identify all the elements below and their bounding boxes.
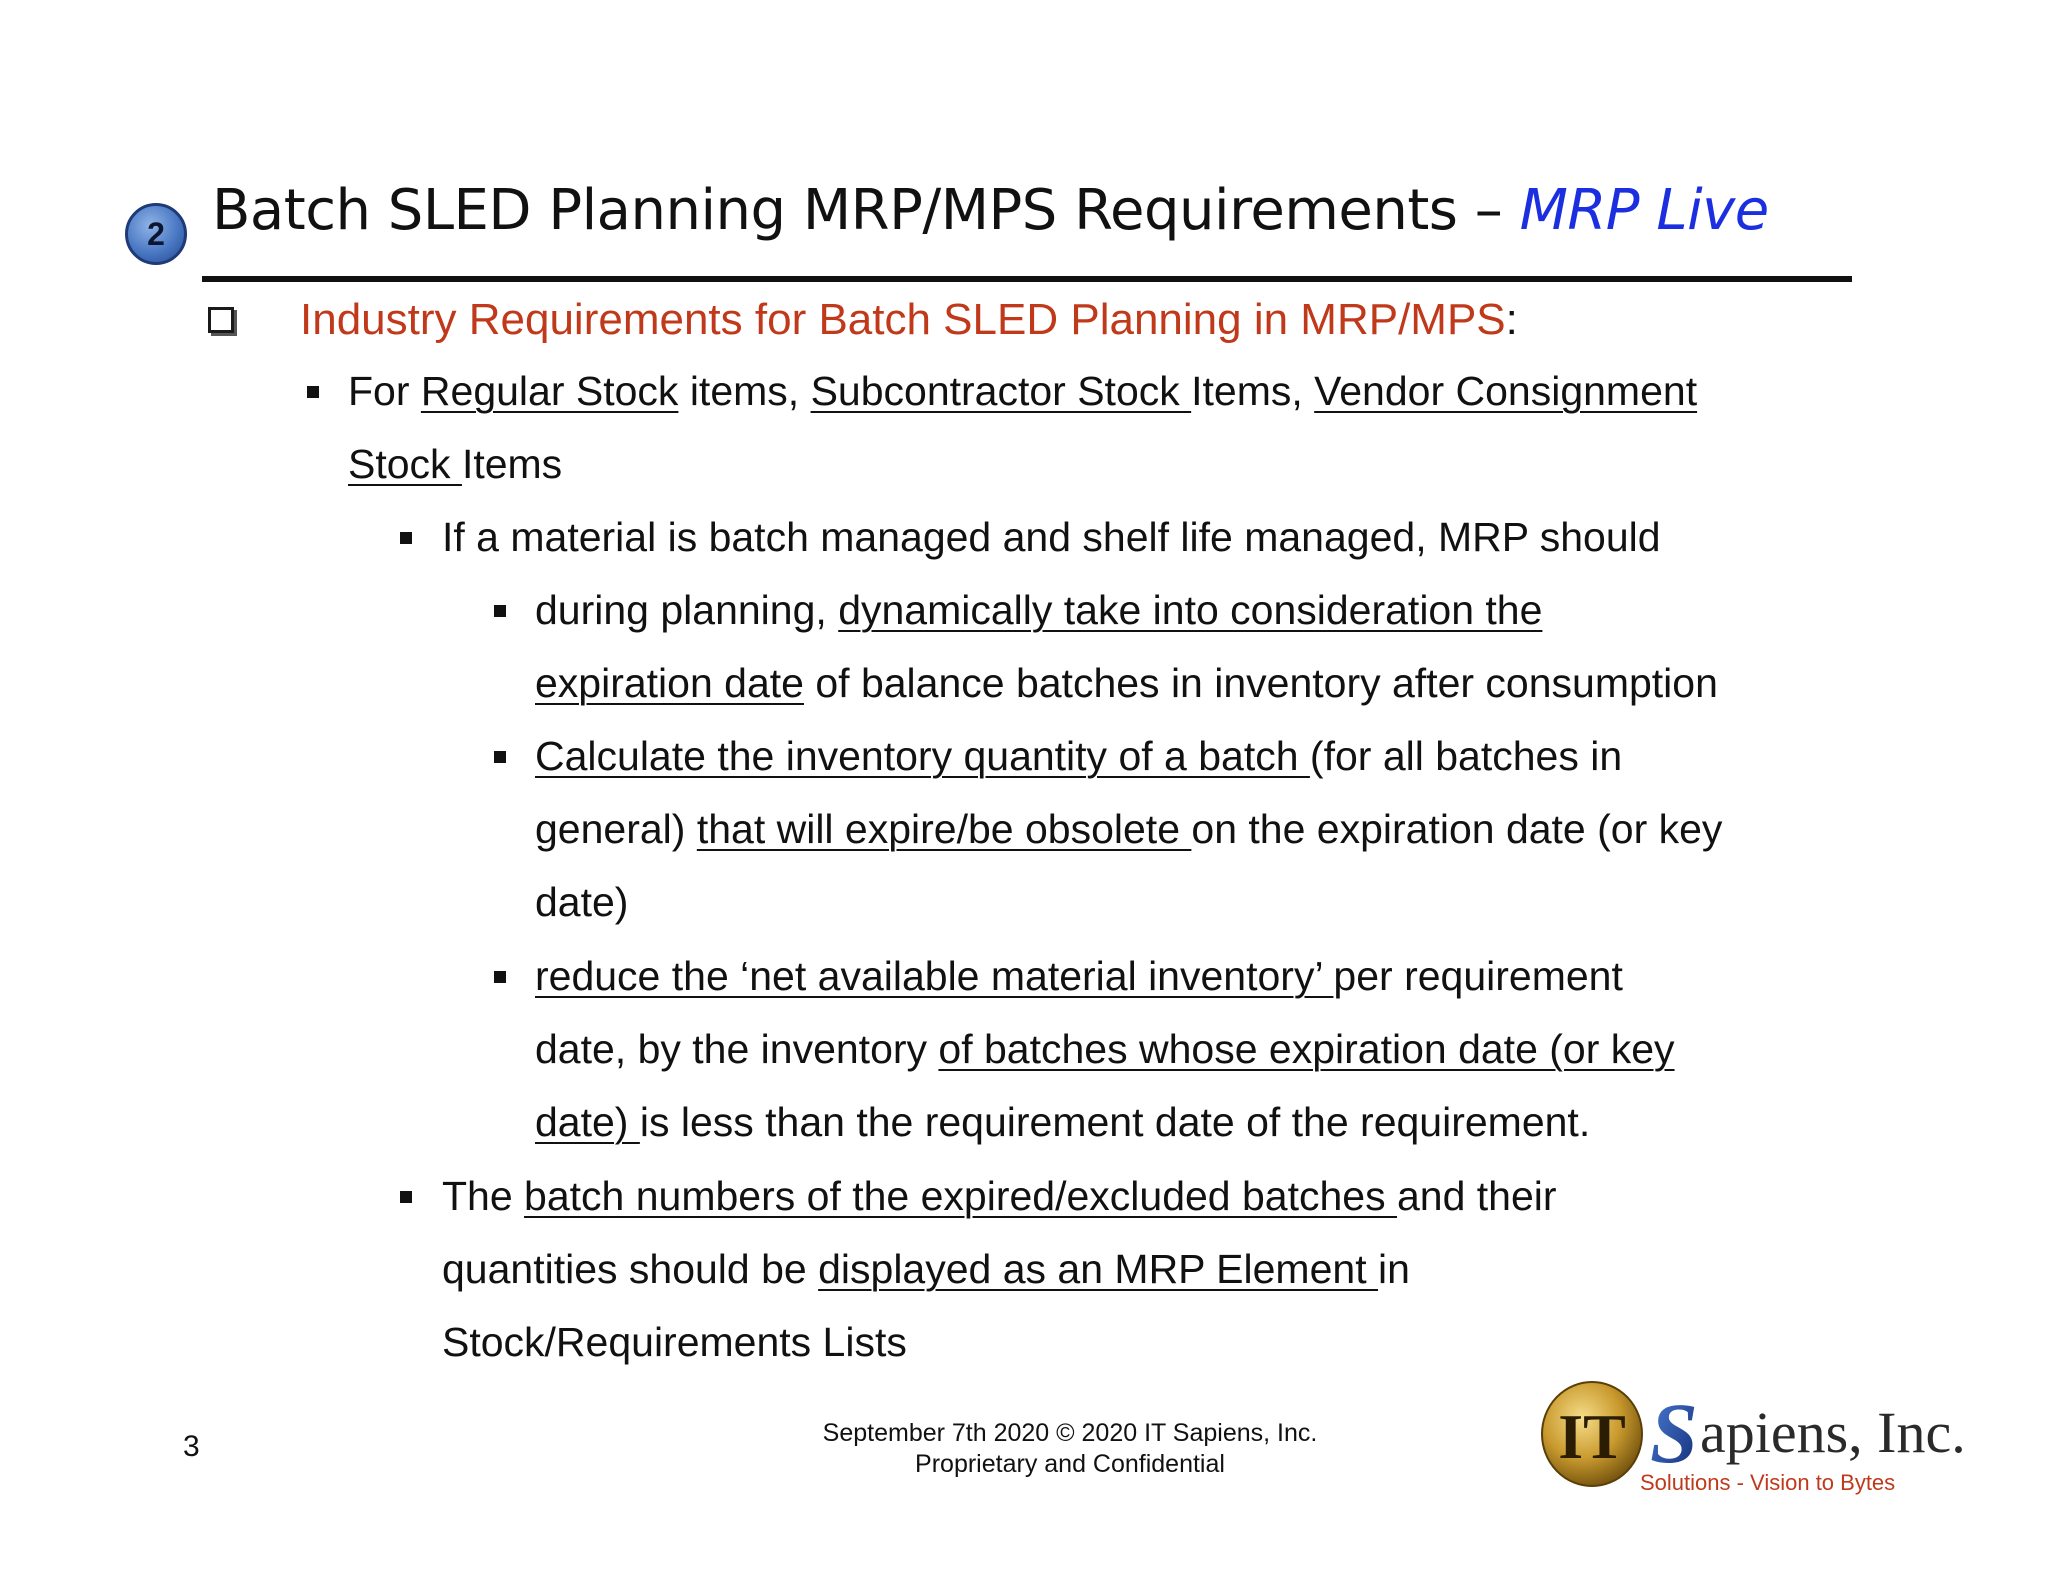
bullet-batch-numbers: The batch numbers of the expired/excluded batches and their quantities should be displayed as an MRP Element in Stock/Requirements Lists: [442, 1173, 1557, 1365]
bullet-during-planning: during planning, dynamically take into consideration the expiration date of balance batches in inventory after consumption: [535, 587, 1718, 706]
checkbox-bullet-icon: [208, 307, 234, 333]
footer-text: September 7th 2020 © 2020 IT Sapiens, Inc. Proprietary and Confidential: [822, 1419, 1318, 1478]
bullet-calculate-inventory: Calculate the inventory quantity of a batch (for all batches in general) that will expire/be obsolete on the expiration date (or key date): [535, 733, 1723, 925]
bullet-icon: [494, 971, 506, 983]
logo-tagline: Solutions - Vision to Bytes: [1640, 1470, 1896, 1495]
bullet-icon: [400, 1191, 412, 1203]
bullet-reduce-net-inventory: reduce the ‘net available material inventory’ per requirement date, by the inventory of batches whose expiration date (or key date) is less than the requirement date of the requirement.: [535, 953, 1675, 1145]
logo-s-letter: S: [1650, 1385, 1698, 1481]
logo-it-text: IT: [1558, 1401, 1626, 1472]
bullet-icon: [400, 532, 412, 544]
bullet-icon: [494, 605, 506, 617]
bullet-icon: [307, 386, 319, 398]
section-heading: Industry Requirements for Batch SLED Planning in MRP/MPS :: [208, 290, 1518, 350]
it-sapiens-logo: [1540, 1378, 1980, 1498]
slide-title: Batch SLED Planning MRP/MPS Requirements – MRP Live: [212, 178, 1769, 243]
page-number: 3: [183, 1430, 200, 1463]
bullet-icon: [494, 751, 506, 763]
bullet-batch-managed: If a material is batch managed and shelf life managed, MRP should: [442, 514, 1661, 560]
section-number-badge: 2: [125, 203, 187, 265]
title-divider: [202, 276, 1852, 282]
title-accent: MRP Live: [1519, 178, 1769, 243]
logo-name-text: apiens, Inc.: [1700, 1400, 1966, 1465]
bullet-regular-stock: For Regular Stock items, Subcontractor Stock Items, Vendor Consignment Stock Items: [348, 368, 1698, 487]
